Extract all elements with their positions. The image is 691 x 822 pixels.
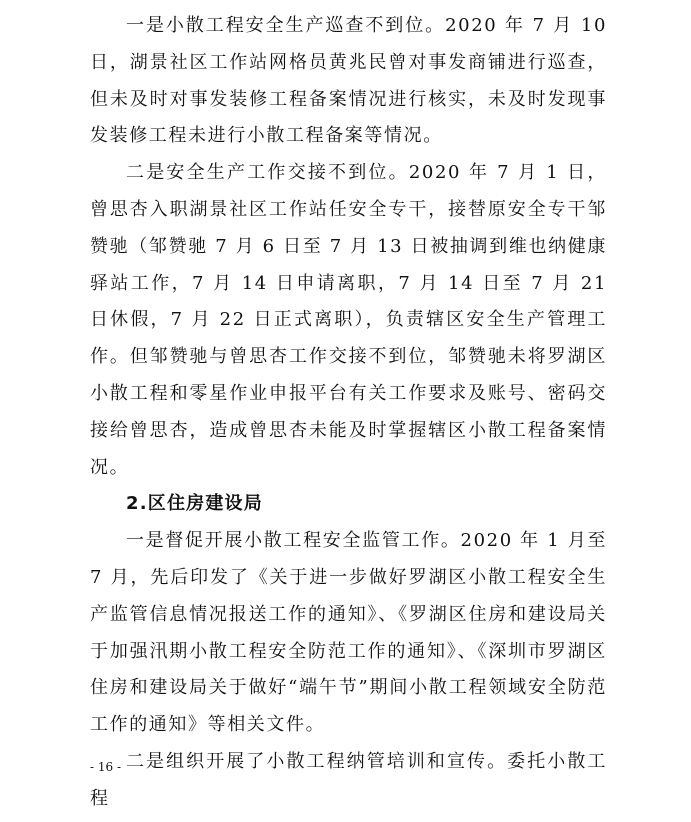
- document-body: [90, 8, 607, 818]
- section-heading-housing-bureau: 2.区住房建设局: [126, 493, 263, 515]
- paragraph-training-publicity: 二是组织开展了小散工程纳管培训和宣传。委托小散工程: [90, 750, 607, 809]
- page-number: - 16 -: [90, 760, 122, 774]
- paragraph-supervision-work: 一是督促开展小散工程安全监管工作。2020 年 1 月至 7 月，先后印发了《关于进一步做好罗湖区小散工程安全生产监管信息情况报送工作的通知》、《罗湖区住房和建设局关于加强汛期小散工程安全防范工作的通知》、《深圳市罗湖区住房和建设局关于做好“端午节”期间小散工程领域安全防范工作的通知》等相关文件。: [90, 530, 607, 736]
- paragraph-handover-inadequate: 二是安全生产工作交接不到位。2020 年 7 月 1 日，曾思杏入职湖景社区工作站任安全专干，接替原安全专干邹赞驰（邹赞驰 7 月 6 日至 7 月 13 日被抽调到维也纳健康驿站工作，7 月 14 日申请离职，7 月 14 日至 7 月 21 日休假，7 月 22 日正式离职），负责辖区安全生产管理工作。但邹赞驰与曾思杏工作交接不到位，邹赞驰未将罗湖区小散工程和零星作业申报平台有关工作要求及账号、密码交接给曾思杏，造成曾思杏未能及时掌握辖区小散工程备案情况。: [90, 162, 607, 478]
- paragraph-patrol-inadequate: 一是小散工程安全生产巡查不到位。2020 年 7 月 10 日，湖景社区工作站网格员黄兆民曾对事发商铺进行巡查，但未及时对事发装修工程备案情况进行核实，未及时发现事发装修工程未进行小散工程备案等情况。: [90, 15, 607, 147]
